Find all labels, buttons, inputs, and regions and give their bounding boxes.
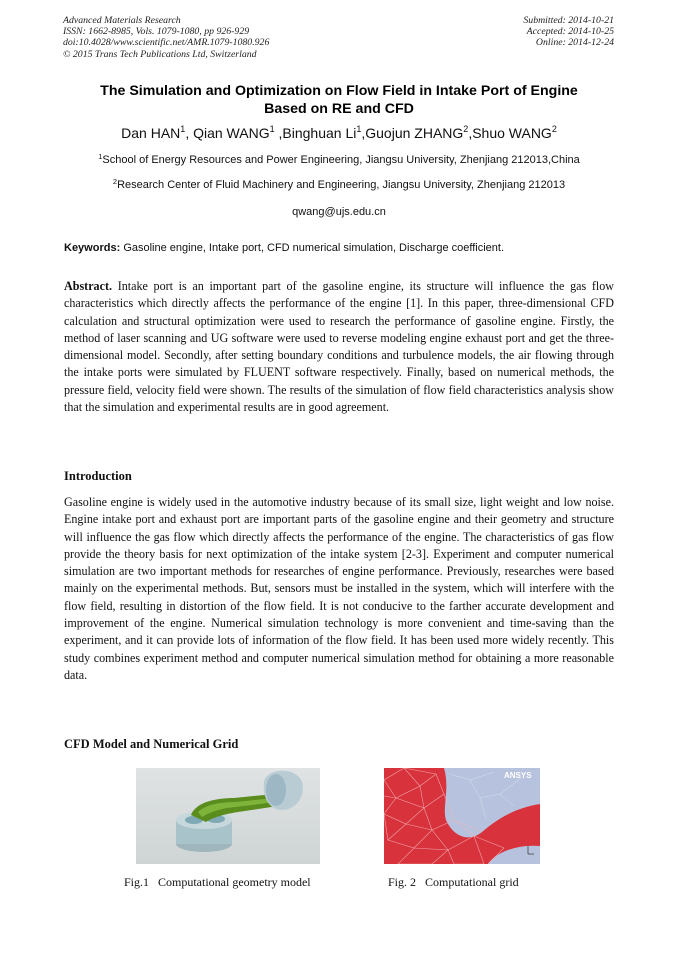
cfd-section-heading: CFD Model and Numerical Grid xyxy=(64,737,239,751)
abstract-paragraph xyxy=(64,278,614,416)
author-affil-mark: 1 xyxy=(269,124,275,134)
online-date: Online: 2014-12-24 xyxy=(535,37,614,49)
affiliation-text: Research Center of Fluid Machinery and Engineering, Jiangsu University, Zhenjiang 212013 xyxy=(117,179,566,191)
paper-title xyxy=(40,82,638,118)
author-name: Guojun ZHANG xyxy=(365,125,464,141)
title-line-1: The Simulation and Optimization on Flow Field in Intake Port of Engine xyxy=(100,83,578,99)
author-name: Dan HAN xyxy=(121,125,181,141)
affiliation-text: School of Energy Resources and Power Engineering, Jiangsu University, Zhenjiang 212013,China xyxy=(102,154,580,166)
ansys-logo: ANSYS xyxy=(504,771,532,780)
abstract-text: Intake port is an important part of the gasoline engine, its structure will influence the gas flow characteristics which directly affects the performance of the engine [1]. In this paper, three-dimensional CFD calculation and structural optimization were used to research the performance of gasoline engine. Firstly, the method of laser scanning and UG software were used to reverse modeling engine exhaust port and get the three-dimensional model. Secondly, after setting boundary conditions and turbulence models, the air flowing through the intake ports were simulated by FLUENT software respectively. Finally, based on numerical methods, the pressure field, velocity field were shown. The results of the simulation of flow field characteristics analysis show that the simulation and experimental results are in good agreement. xyxy=(64,279,614,415)
introduction-heading: Introduction xyxy=(64,469,132,483)
author-separator: , xyxy=(274,125,283,141)
keywords-text: Gasoline engine, Intake port, CFD numerical simulation, Discharge coefficient. xyxy=(123,242,505,254)
author-affil-mark: 2 xyxy=(463,124,469,134)
author-separator: , xyxy=(468,125,473,141)
figure-computational-grid xyxy=(384,768,540,864)
author-name: Shuo WANG xyxy=(472,125,552,141)
affiliation-mark: 1 xyxy=(98,152,103,161)
journal-name: Advanced Materials Research xyxy=(63,15,181,26)
author-affil-mark: 1 xyxy=(356,124,362,134)
affiliation-mark: 2 xyxy=(112,177,118,186)
issn-line: ISSN: 1662-8985, Vols. 1079-1080, pp 926-929 xyxy=(63,26,250,38)
abstract-label: Abstract. xyxy=(64,279,113,293)
introduction-paragraph: Gasoline engine is widely used in the automotive industry because of its small size, light weight and low noise. Engine intake port and exhaust port are important parts of the gasoline engine and their geometry and structure will influence the gas flow which directly affects the performance of the engine. The characteristics of gas flow provide the theory basis for next optimization of the intake system [2-3]. Experiment and computer numerical simulation are two important methods for researches of engine performance. Previously, researches were based mainly on the experimental methods. But, sensors must be installed in the system, which will interfere with the flow field, resulting in distortion of the flow field. It is not conducive to the farther accurate development and improvement of the engine. Numerical simulation technology is more convenient and time-saving than the experiment, and it can provide lots of information of the flow field. It has been used more widely recently. This study combines experiment method and computer numerical simulation method for obtaining a more reasonable data. xyxy=(64,495,614,682)
author-affil-mark: 1 xyxy=(180,124,186,134)
keywords-label: Keywords: xyxy=(64,242,121,254)
geometry-model-illustration xyxy=(136,768,320,864)
author-name: Binghuan Li xyxy=(282,125,357,141)
journal-header-right xyxy=(523,15,614,49)
affiliation-2 xyxy=(40,178,638,192)
title-line-2: Based on RE and CFD xyxy=(264,101,414,117)
keywords-line xyxy=(64,241,616,255)
author-separator: , xyxy=(185,125,194,141)
doi-line: doi:10.4028/www.scientific.net/AMR.1079-1080.926 xyxy=(63,37,270,49)
author-list xyxy=(40,124,638,142)
figure-geometry-model xyxy=(136,768,320,864)
copyright-line: © 2015 Trans Tech Publications Ltd, Switzerland xyxy=(63,48,257,60)
accepted-date: Accepted: 2014-10-25 xyxy=(526,26,614,38)
figure-1-caption: Fig.1 Computational geometry model xyxy=(124,875,311,889)
figure-2-caption: Fig. 2 Computational grid xyxy=(388,875,519,889)
contact-email[interactable]: qwang@ujs.edu.cn xyxy=(292,206,386,218)
affiliation-1 xyxy=(40,153,638,167)
author-separator: , xyxy=(361,125,366,141)
journal-header-left xyxy=(63,15,269,60)
submitted-date: Submitted: 2014-10-21 xyxy=(523,15,614,26)
author-affil-mark: 2 xyxy=(551,124,557,134)
mesh-illustration xyxy=(384,768,540,864)
author-name: Qian WANG xyxy=(193,125,270,141)
